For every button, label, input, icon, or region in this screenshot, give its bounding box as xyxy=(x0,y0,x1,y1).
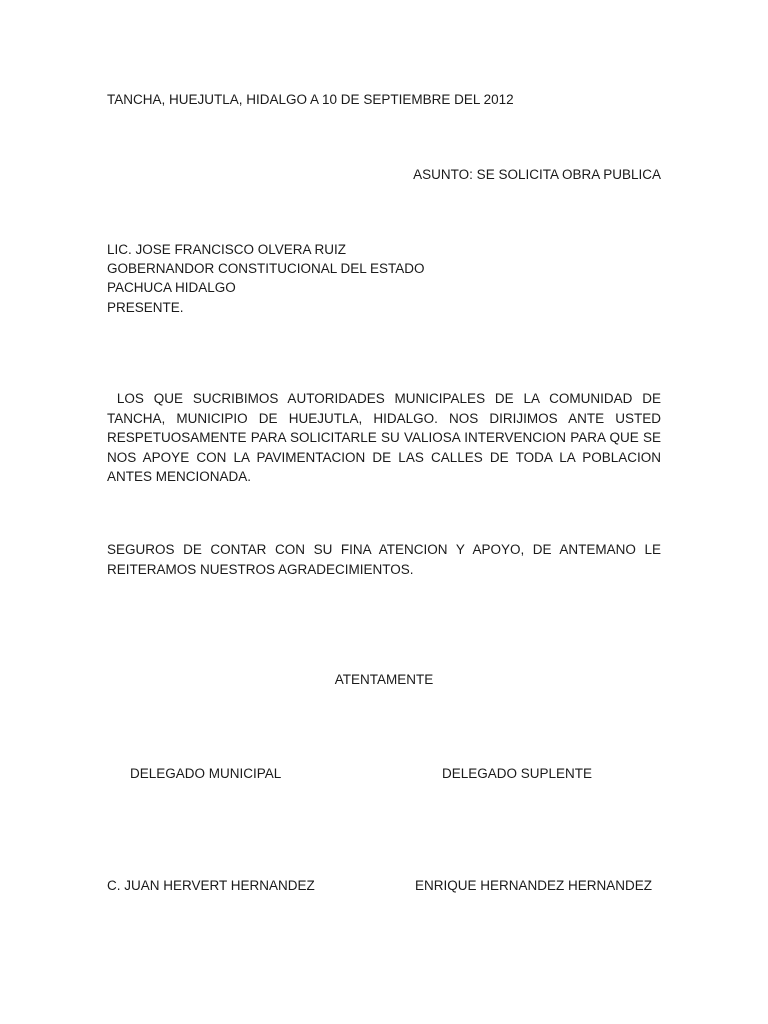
signatory-1-role: DELEGADO MUNICIPAL xyxy=(130,766,282,781)
valediction: ATENTAMENTE xyxy=(334,672,434,687)
recipient-location: PACHUCA HIDALGO xyxy=(107,280,236,296)
closing-paragraph: SEGUROS DE CONTAR CON SU FINA ATENCION Y APOYO, DE ANTEMANO LE REITERAMOS NUESTROS AGRADECIMIENTOS. xyxy=(107,542,661,577)
recipient-block xyxy=(107,240,425,317)
recipient-name: LIC. JOSE FRANCISCO OLVERA RUIZ xyxy=(107,242,347,257)
recipient-title: GOBERNANDOR CONSTITUCIONAL DEL ESTADO xyxy=(107,261,425,277)
date-line: TANCHA, HUEJUTLA, HIDALGO A 10 DE SEPTIEMBRE DEL 2012 xyxy=(107,92,514,107)
signatory-2-name: ENRIQUE HERNANDEZ HERNANDEZ xyxy=(415,878,653,893)
recipient-presente: PRESENTE. xyxy=(107,299,184,315)
subject-line: ASUNTO: SE SOLICITA OBRA PUBLICA xyxy=(413,167,661,182)
signatory-2-role: DELEGADO SUPLENTE xyxy=(442,766,593,781)
signatory-1-name: C. JUAN HERVERT HERNANDEZ xyxy=(107,878,315,893)
body-paragraph: LOS QUE SUCRIBIMOS AUTORIDADES MUNICIPALES DE LA COMUNIDAD DE TANCHA, MUNICIPIO DE HUEJUTLA, HIDALGO. NOS DIRIJIMOS ANTE USTED RESPETUOSAMENTE PARA SOLICITARLE SU VALIOSA INTERVENCION PARA QUE SE NOS APOYE CON LA PAVIMENTACION DE LAS CALLES DE TODA LA POBLACION ANTES MENCIONADA. xyxy=(107,391,665,484)
